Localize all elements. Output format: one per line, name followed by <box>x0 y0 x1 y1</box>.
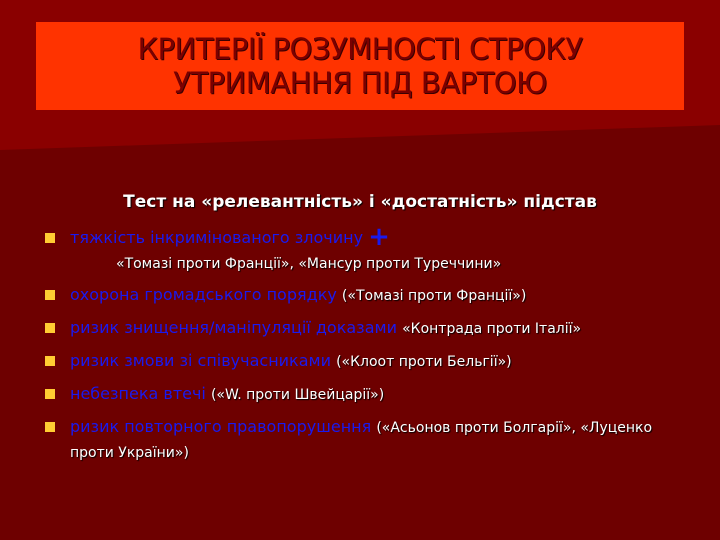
criterion-text: ризик знищення/маніпуляції доказами <box>70 318 397 337</box>
list-item <box>44 222 664 252</box>
criterion-text: тяжкість інкримінованого злочину <box>70 228 364 247</box>
criterion-text: ризик змови зі співучасниками <box>70 351 331 370</box>
list-item <box>44 316 664 341</box>
citation-text: «Томазі проти Франції», «Мансур проти Туреччини» <box>116 256 502 272</box>
title-box <box>36 22 684 110</box>
square-bullet-icon <box>45 356 55 366</box>
citation-text: «Контрада проти Італії» <box>402 321 582 337</box>
citation-text: («Томазі проти Франції») <box>341 288 527 304</box>
list-item <box>44 283 664 308</box>
list-item <box>44 349 664 374</box>
square-bullet-icon <box>45 422 55 432</box>
criterion-text: охорона громадського порядку <box>70 285 337 304</box>
square-bullet-icon <box>45 389 55 399</box>
square-bullet-icon <box>45 233 55 243</box>
citation-text: («Асьонов проти Болгарії», «Луценко проти України») <box>70 420 653 461</box>
citation-text: («W. проти Швейцарії») <box>210 387 385 403</box>
square-bullet-icon <box>45 323 55 333</box>
criterion-text: небезпека втечі <box>70 384 206 403</box>
list-item <box>44 415 664 465</box>
title-line-1: КРИТЕРІЇ РОЗУМНОСТІ СТРОКУ <box>137 32 583 66</box>
criterion-text: ризик повторного правопорушення <box>70 417 372 436</box>
citation-text: («Клоот проти Бельгії») <box>336 354 512 370</box>
list-item <box>44 382 664 407</box>
plus-marker: + <box>368 222 390 252</box>
criteria-list <box>44 222 664 473</box>
subtitle: Тест на «релевантність» і «достатність» підстав <box>123 192 597 212</box>
square-bullet-icon <box>45 290 55 300</box>
title-line-2: УТРИМАННЯ ПІД ВАРТОЮ <box>173 66 547 100</box>
